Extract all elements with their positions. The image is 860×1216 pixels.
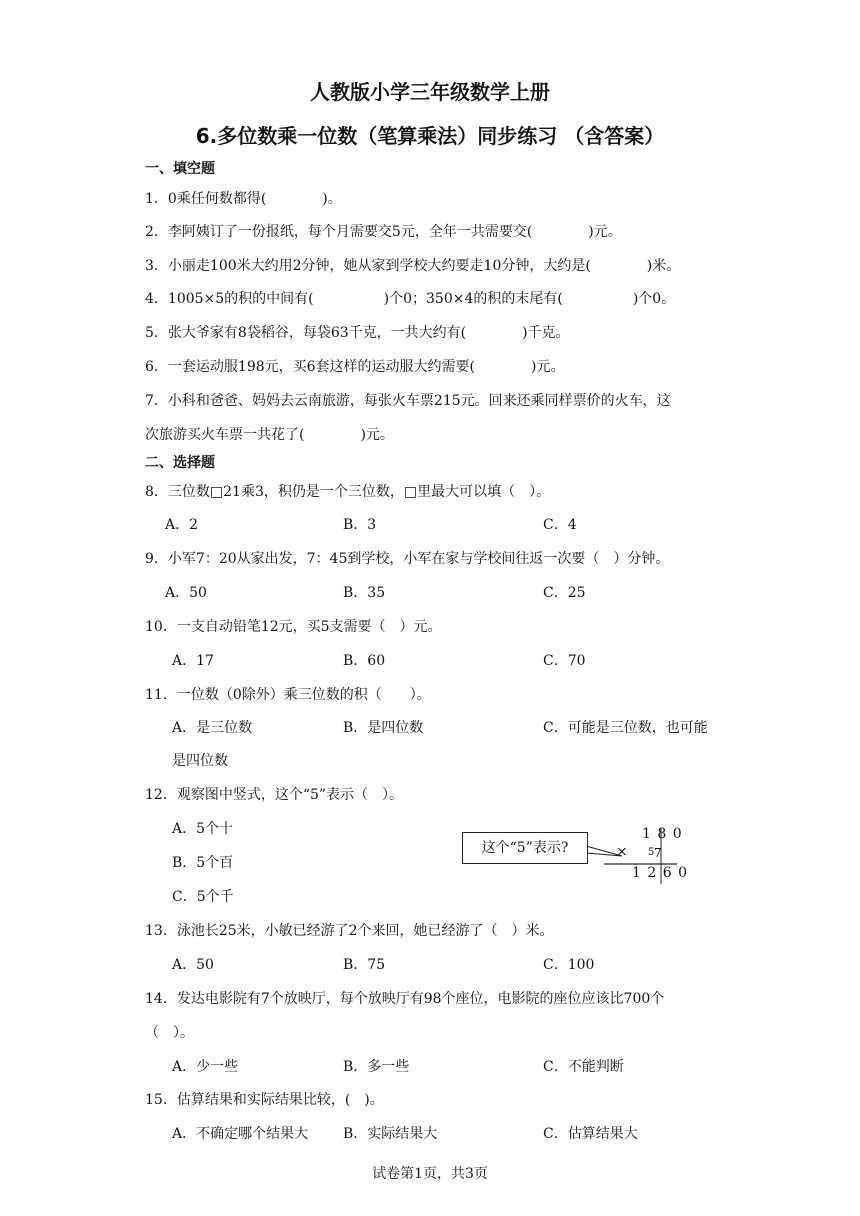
q10-option-c: C．70 <box>543 653 586 669</box>
question-5: 5．张大爷家有8袋稻谷，每袋63千克，一共大约有( )千克。 <box>145 325 570 341</box>
question-12: 12．观察图中竖式，这个“5”表示（ ）。 <box>145 787 404 803</box>
q13-option-c: C．100 <box>543 957 595 973</box>
q12-option-b: B．5个百 <box>172 855 234 871</box>
question-15: 15．估算结果和实际结果比较，( )。 <box>145 1092 384 1108</box>
q12-option-a: A．5个十 <box>172 821 234 837</box>
question-2: 2．李阿姨订了一份报纸，每个月需要交5元，全年一共需要交( )元。 <box>145 224 622 240</box>
q14-option-c: C．不能判断 <box>543 1059 624 1075</box>
question-14-cont: （ ）。 <box>145 1025 194 1041</box>
q8-option-b: B．3 <box>343 517 377 533</box>
section-fill-heading: 一、填空题 <box>145 161 215 177</box>
vertical-multiplication-figure <box>462 826 692 886</box>
q9-option-c: C．25 <box>543 585 586 601</box>
page-title: 人教版小学三年级数学上册 <box>310 80 550 104</box>
question-7: 7．小科和爸爸、妈妈去云南旅游，每张火车票215元。回来还乘同样票价的火车，这 <box>145 393 671 409</box>
q13-option-b: B．75 <box>343 957 386 973</box>
q15-option-b: B．实际结果大 <box>343 1126 438 1142</box>
q14-option-b: B．多一些 <box>343 1059 410 1075</box>
q10-option-b: B．60 <box>343 653 386 669</box>
carry-digit: 5 <box>648 847 655 858</box>
question-8: 8．三位数□21乘3，积仍是一个三位数，□里最大可以填（ ）。 <box>145 484 551 500</box>
q8-option-c: C．4 <box>543 517 577 533</box>
q8-option-a: A．2 <box>165 517 199 533</box>
q14-option-a: A．少一些 <box>172 1059 239 1075</box>
callout-box: 这个“5”表示? <box>462 832 588 864</box>
page-subtitle: 6.多位数乘一位数（笔算乘法）同步练习 （含答案） <box>195 124 665 148</box>
question-11: 11．一位数（0除外）乘三位数的积（ ）。 <box>145 687 431 703</box>
q10-option-a: A．17 <box>172 653 214 669</box>
question-13: 13．泳池长25米，小敏已经游了2个来回，她已经游了（ ）米。 <box>145 923 554 939</box>
q15-option-c: C．估算结果大 <box>543 1126 638 1142</box>
question-14: 14．发达电影院有7个放映厅，每个放映厅有98个座位，电影院的座位应该比700个 <box>145 991 665 1007</box>
q11-option-b: B．是四位数 <box>343 720 424 736</box>
question-7-cont: 次旅游买火车票一共花了( )元。 <box>145 427 394 443</box>
q9-option-a: A．50 <box>165 585 207 601</box>
multiplier-digit: 7 <box>654 846 662 860</box>
figure-top-number: 1 8 0 <box>642 826 683 842</box>
q12-option-c: C．5个千 <box>172 889 234 905</box>
q11-option-a: A．是三位数 <box>172 720 253 736</box>
question-1: 1．0乘任何数都得( )。 <box>145 191 342 207</box>
q13-option-a: A．50 <box>172 957 214 973</box>
question-9: 9．小军7：20从家出发，7：45到学校，小军在家与学校间往返一次要（ ）分钟。 <box>145 551 670 567</box>
page-footer: 试卷第1页，共3页 <box>372 1166 488 1182</box>
q11-option-c-cont: 是四位数 <box>172 753 228 769</box>
question-4: 4．1005×5的积的中间有( )个0；350×4的积的末尾有( )个0。 <box>145 291 676 307</box>
times-sign: × <box>616 844 628 860</box>
figure-result: 1 2 6 0 <box>632 865 688 881</box>
question-3: 3．小丽走100米大约用2分钟，她从家到学校大约要走10分钟，大约是( )米。 <box>145 258 681 274</box>
question-10: 10．一支自动铅笔12元，买5支需要（ ）元。 <box>145 619 442 635</box>
question-6: 6．一套运动服198元，买6套这样的运动服大约需要( )元。 <box>145 359 565 375</box>
section-choice-heading: 二、选择题 <box>145 455 215 471</box>
q15-option-a: A．不确定哪个结果大 <box>172 1126 309 1142</box>
q11-option-c: C．可能是三位数，也可能 <box>543 720 708 736</box>
q9-option-b: B．35 <box>343 585 386 601</box>
